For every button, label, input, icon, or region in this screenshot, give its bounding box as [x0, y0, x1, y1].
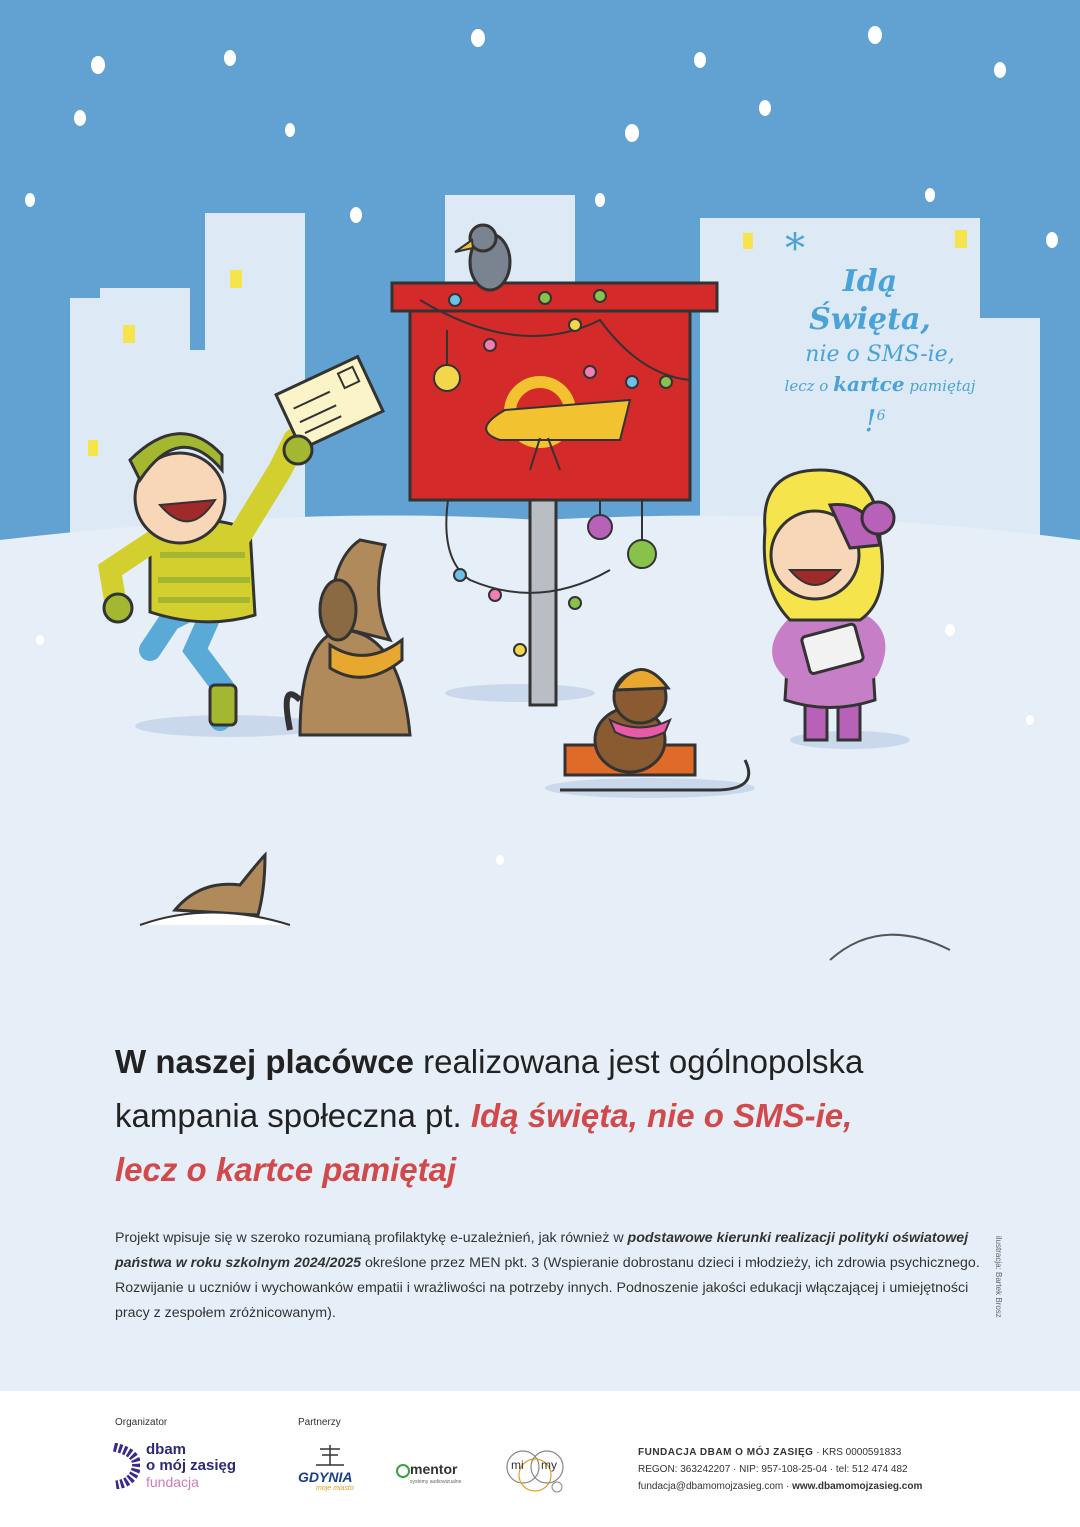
- contact-line-2: REGON: 363242207 · NIP: 957-108-25-04 · tel: 512 474 482: [638, 1464, 908, 1475]
- organizer-label: Organizator: [115, 1417, 168, 1428]
- organizer-logo-line-1: dbam: [146, 1441, 187, 1458]
- gdynia-logo: [298, 1443, 363, 1503]
- mimy-logo-text-1: mi: [511, 1458, 524, 1472]
- organizer-logo: [110, 1441, 280, 1501]
- slogan-exclamation: !: [864, 404, 877, 439]
- headline-campaign-title-2: lecz o kartce pamiętaj: [115, 1151, 457, 1188]
- slogan-line-4-bold: kartce: [833, 372, 905, 396]
- contact-website[interactable]: www.dbamomojzasieg.com: [792, 1481, 923, 1492]
- gdynia-logo-tag: moje miasto: [316, 1485, 354, 1492]
- illustration-credit: ilustracja: Bartek Brosz: [994, 1236, 1003, 1318]
- mentor-logo: [396, 1461, 476, 1491]
- organizer-logo-line-2: o mój zasięg: [146, 1457, 237, 1474]
- slogan-line-4-post: pamiętaj: [909, 377, 976, 395]
- red-mailbox: [392, 283, 717, 500]
- contact-line-3: [638, 1481, 922, 1492]
- mentor-logo-dot-icon: [396, 1464, 410, 1478]
- body-part-1: Projekt wpisuje się w szeroko rozumianą profilaktykę e-uzależnień, jak również w: [115, 1230, 628, 1246]
- slogan-line-1: Idą: [842, 264, 898, 299]
- slogan-line-4: [745, 371, 1015, 399]
- mimy-logo: [505, 1441, 565, 1496]
- slogan-line-3: [745, 339, 1015, 371]
- organizer-logo-line-3: fundacja: [146, 1474, 199, 1490]
- body-part-2: określone przez MEN pkt. 3 (Wspieranie dobrostanu dzieci i młodzieży, ich zdrowia psychicznego. Rozwijanie u uczniów i wychowanków empatii i wrażliwości na potrzeby innych. Podnoszenie jakości edukacji włączającej i umiejętności pracy z zespołem zróżnicowanym).: [115, 1255, 980, 1321]
- contact-email[interactable]: fundacja@dbamomojzasieg.com ·: [638, 1481, 793, 1492]
- headline-normal-2: kampania społeczna pt.: [115, 1097, 471, 1134]
- slogan-asterisk: *: [785, 226, 805, 272]
- headline-campaign-title-1: Idą święta, nie o SMS-ie,: [470, 1097, 853, 1134]
- mentor-logo-tag: systemy audiowizualne: [410, 1479, 462, 1485]
- body-bold-part: podstawowe kierunki realizacji polityki oświatowej państwa w roku szkolnym 2024/2025: [115, 1230, 969, 1271]
- slogan-footnote: 6: [876, 408, 886, 424]
- mailbox-post: [530, 495, 556, 705]
- campaign-slogan: [745, 226, 1015, 439]
- footer: [0, 1391, 1080, 1527]
- mentor-logo-text: mentor: [410, 1461, 458, 1477]
- body-paragraph: [115, 1226, 985, 1326]
- mimy-logo-text-2: my: [541, 1458, 557, 1472]
- gdynia-logo-text: GDYNIA: [298, 1469, 353, 1485]
- slogan-line-4-pre: lecz o: [784, 377, 829, 395]
- contact-line-1: [638, 1447, 901, 1458]
- contact-foundation-name: FUNDACJA DBAM O MÓJ ZASIĘG: [638, 1447, 814, 1458]
- organizer-logo-mark: [110, 1443, 140, 1489]
- girl-with-tablet: [764, 470, 894, 740]
- slogan-mark: [735, 399, 1015, 439]
- headline-bold: W naszej placówce: [115, 1043, 414, 1080]
- gdynia-ship-icon: [310, 1443, 350, 1469]
- partners-label: Partnerzy: [298, 1417, 341, 1428]
- slogan-line-2: Święta,: [809, 302, 931, 337]
- slogan-line-3-text: nie o SMS-ie,: [805, 342, 955, 367]
- contact-krs: · KRS 0000591833: [813, 1447, 902, 1458]
- headline: [115, 1035, 995, 1197]
- headline-normal-1: realizowana jest ogólnopolska: [413, 1043, 864, 1080]
